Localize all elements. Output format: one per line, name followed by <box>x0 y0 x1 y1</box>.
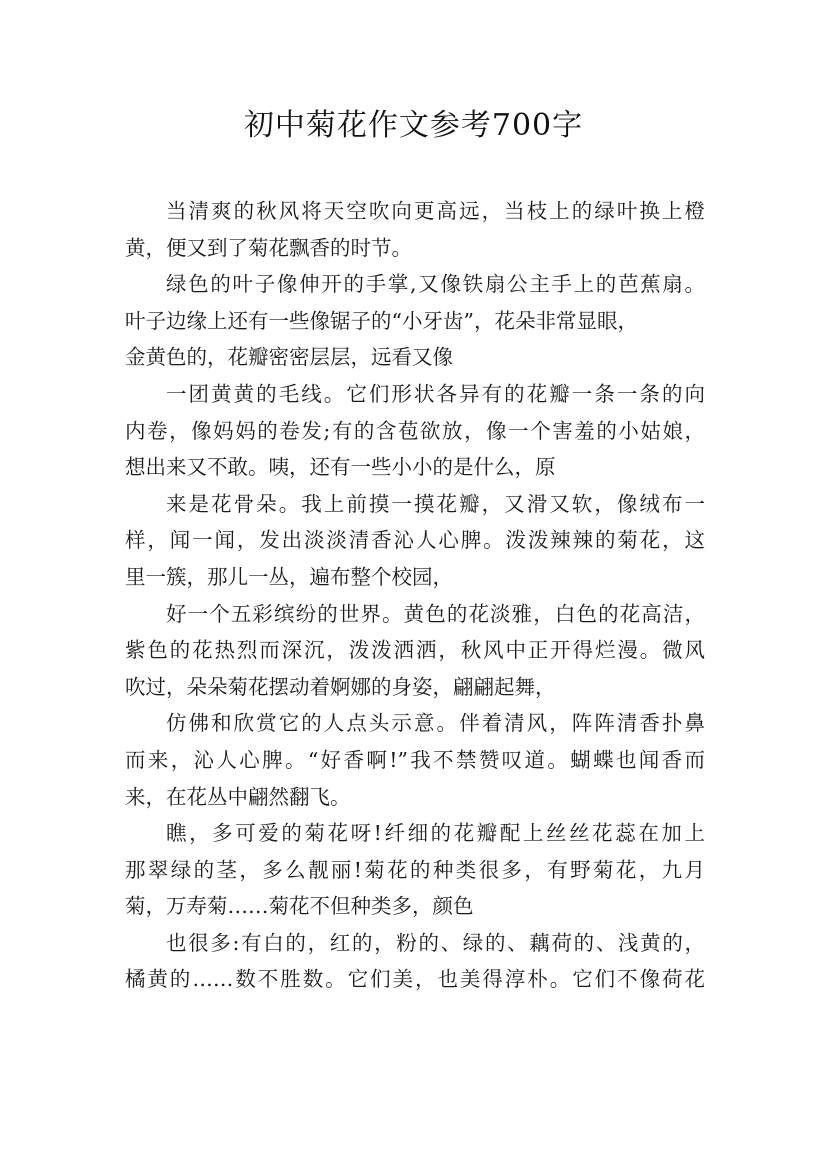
text-line: 黄，便又到了菊花飘香的时节。 <box>125 235 412 260</box>
text-line: 瞧，多可爱的菊花呀!纤细的花瓣配上丝丝花蕊在加上 <box>166 821 705 846</box>
text-line: 仿佛和欣赏它的人点头示意。伴着清风，阵阵清香扑鼻 <box>166 711 705 736</box>
text-line: 紫色的花热烈而深沉，泼泼洒洒，秋风中正开得烂漫。微风 <box>125 638 705 663</box>
text-line: 那翠绿的茎，多么靓丽!菊花的种类很多，有野菊花，九月 <box>125 857 705 882</box>
text-line: 而来，沁人心脾。“好香啊!”我不禁赞叹道。蝴蝶也闻香而 <box>125 747 705 772</box>
text-line: 一团黄黄的毛线。它们形状各异有的花瓣一条一条的向 <box>166 381 705 406</box>
text-line: 样，闻一闻，发出淡淡清香沁人心脾。泼泼辣辣的菊花，这 <box>125 528 705 553</box>
text-line: 叶子边缘上还有一些像锯子的“小牙齿”，花朵非常显眼， <box>125 308 638 333</box>
text-line: 也很多:有白的，红的，粉的、绿的、藕荷的、浅黄的， <box>166 930 705 955</box>
text-line: 绿色的叶子像伸开的手掌,又像铁扇公主手上的芭蕉扇。 <box>166 272 705 297</box>
text-line: 好一个五彩缤纷的世界。黄色的花淡雅，白色的花高洁， <box>166 601 705 626</box>
text-line: 来是花骨朵。我上前摸一摸花瓣，又滑又软，像绒布一 <box>166 491 705 516</box>
text-line: 橘黄的……数不胜数。它们美，也美得淳朴。它们不像荷花 <box>125 967 705 992</box>
text-line: 里一簇，那儿一丛，遍布整个校园， <box>125 564 453 589</box>
text-line: 想出来又不敢。咦，还有一些小小的是什么，原 <box>125 455 556 480</box>
text-line: 吹过，朵朵菊花摆动着婀娜的身姿，翩翩起舞， <box>125 674 556 699</box>
text-line: 当清爽的秋风将天空吹向更高远，当枝上的绿叶换上橙 <box>166 199 705 223</box>
document-body <box>125 193 705 998</box>
document-title: 初中菊花作文参考700字 <box>243 108 584 143</box>
text-line: 内卷，像妈妈的卷发;有的含苞欲放，像一个害羞的小姑娘， <box>125 418 705 443</box>
text-line: 来，在花丛中翩然翻飞。 <box>125 784 351 809</box>
text-line: 菊，万寿菊……菊花不但种类多，颜色 <box>125 894 474 919</box>
text-line: 金黄色的，花瓣密密层层，远看又像 <box>125 345 453 370</box>
